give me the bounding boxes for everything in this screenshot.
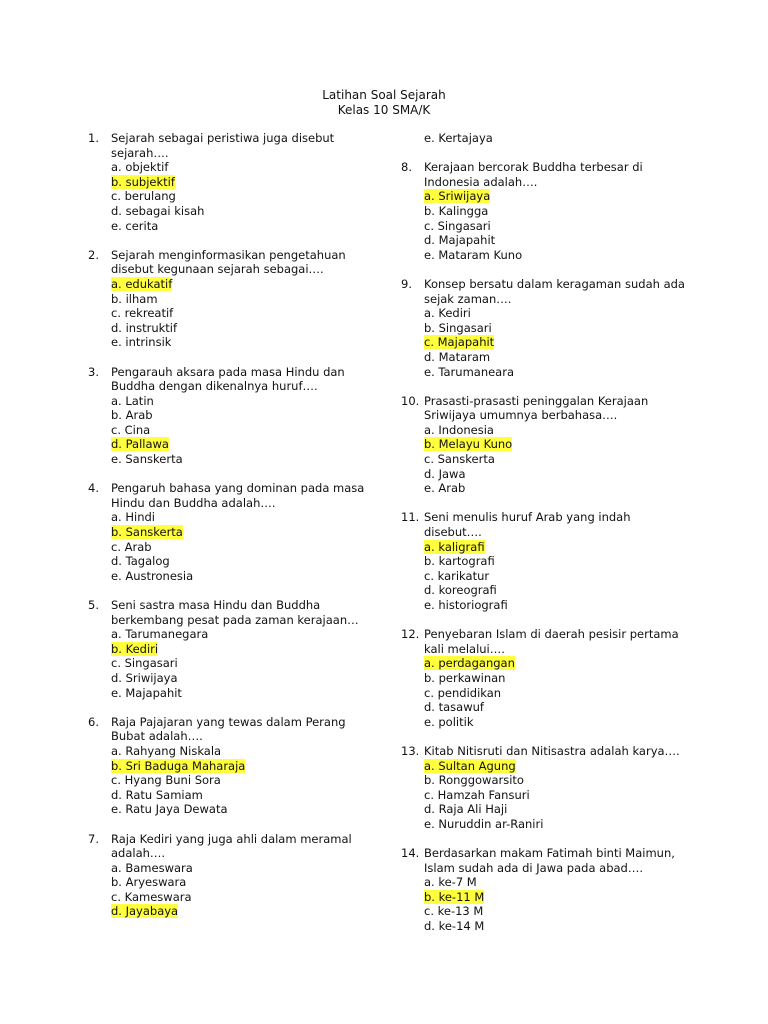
option <box>111 394 388 409</box>
highlighted-answer: b. Sanskerta <box>111 525 183 540</box>
highlighted-answer: b. Sri Baduga Maharaja <box>111 758 246 773</box>
answer-option <box>424 759 701 774</box>
question-number: 7. <box>88 831 99 846</box>
option-text: e. Tarumaneara <box>424 364 515 379</box>
question-item <box>401 627 701 729</box>
option <box>111 744 388 759</box>
option-text: d. ke-14 M <box>424 919 485 934</box>
question-text: Prasasti-prasasti peninggalan Kerajaan <box>424 393 649 408</box>
option-text: c. Singasari <box>424 218 491 233</box>
option <box>424 700 701 715</box>
option-text: a. Kediri <box>424 306 471 321</box>
question-number: 12. <box>401 627 420 642</box>
question-item <box>401 160 701 262</box>
question-number: 10. <box>401 393 420 408</box>
question-item <box>401 277 701 379</box>
question-text: adalah…. <box>111 846 166 861</box>
option <box>424 875 701 890</box>
question-text: Kerajaan bercorak Buddha terbesar di <box>424 160 643 175</box>
option <box>424 788 701 803</box>
option <box>111 423 388 438</box>
question-item <box>88 832 388 920</box>
option-text: e. Ratu Jaya Dewata <box>111 802 228 817</box>
question-item <box>401 846 701 934</box>
question-item <box>88 481 388 583</box>
option <box>111 554 388 569</box>
option-text: c. rekreatif <box>111 306 174 321</box>
question-text: Raja Pajajaran yang tewas dalam Perang <box>111 714 346 729</box>
question-text: Sejarah sebagai peristiwa juga disebut <box>111 131 335 145</box>
option-text: d. Sriwijaya <box>111 670 178 685</box>
option-text: b. Aryeswara <box>111 875 187 890</box>
answer-option <box>111 759 388 774</box>
option <box>424 233 701 248</box>
option <box>424 467 701 482</box>
highlighted-answer: d. Jayabaya <box>111 904 179 919</box>
answer-option <box>111 642 388 657</box>
option <box>111 452 388 467</box>
question-number: 5. <box>88 598 99 612</box>
option <box>424 802 701 817</box>
option-text: e. Mataram Kuno <box>424 247 523 262</box>
option-text: d. tasawuf <box>424 700 484 715</box>
option-text: c. Cina <box>111 422 151 437</box>
option-text: a. Indonesia <box>424 422 494 437</box>
option <box>424 817 701 832</box>
question-text: Sriwijaya umumnya berbahasa…. <box>424 408 618 423</box>
option-text: e. historiografi <box>424 598 508 612</box>
option <box>111 890 388 905</box>
option-text: d. koreografi <box>424 583 497 598</box>
question-item <box>401 510 701 612</box>
answer-option <box>424 890 701 905</box>
option <box>424 671 701 686</box>
option-text: d. Jawa <box>424 466 466 481</box>
option-text: e. intrinsik <box>111 335 172 350</box>
option <box>424 686 701 701</box>
option <box>111 802 388 817</box>
question-item <box>88 131 388 233</box>
option <box>424 554 701 569</box>
option-text: d. Majapahit <box>424 233 496 248</box>
question-text: Bubat adalah…. <box>111 729 203 744</box>
question-text: Pengaruh bahasa yang dominan pada masa <box>111 481 365 496</box>
question-text: sejarah…. <box>111 145 169 160</box>
option <box>424 598 701 613</box>
option-text: a. objektif <box>111 160 169 175</box>
option-text: c. berulang <box>111 189 176 204</box>
highlighted-answer: a. edukatif <box>111 276 173 291</box>
option <box>111 160 388 175</box>
answer-option <box>424 437 701 452</box>
question-number: 8. <box>401 160 412 175</box>
question-text: Berdasarkan makam Fatimah binti Maimun, <box>424 846 675 861</box>
highlighted-answer: a. Sriwijaya <box>424 189 491 204</box>
answer-option <box>111 175 388 190</box>
option <box>424 219 701 234</box>
question-text: Hindu dan Buddha adalah…. <box>111 495 276 510</box>
option <box>111 875 388 890</box>
answer-option <box>111 277 388 292</box>
question-item <box>401 394 701 496</box>
answer-option <box>111 525 388 540</box>
question-item <box>88 598 388 700</box>
option-text: e. Majapahit <box>111 685 182 700</box>
option-text: e. Sanskerta <box>111 452 183 467</box>
question-number: 9. <box>401 276 412 291</box>
question-number: 11. <box>401 510 420 525</box>
answer-option <box>424 189 701 204</box>
option <box>424 321 701 336</box>
right-column <box>401 131 701 948</box>
option <box>111 569 388 584</box>
option <box>424 919 701 934</box>
question-number: 13. <box>401 743 420 758</box>
option <box>424 715 701 730</box>
option-text: c. karikatur <box>424 568 490 583</box>
option <box>424 204 701 219</box>
option-text: e. Nuruddin ar-Raniri <box>424 816 544 831</box>
option-text: b. Arab <box>111 408 153 423</box>
answer-option <box>111 904 388 919</box>
option-text: d. instruktif <box>111 320 178 335</box>
option <box>424 365 701 380</box>
question-text: Seni menulis huruf Arab yang indah <box>424 510 631 525</box>
option-text: e. Arab <box>424 481 466 496</box>
option <box>111 204 388 219</box>
option <box>424 904 701 919</box>
question-text: Seni sastra masa Hindu dan Buddha <box>111 598 321 612</box>
answer-option <box>424 540 701 555</box>
option-text: c. Sanskerta <box>424 452 495 467</box>
question-text: Indonesia adalah…. <box>424 174 538 189</box>
option-text: c. Arab <box>111 539 152 554</box>
option <box>111 292 388 307</box>
highlighted-answer: d. Pallawa <box>111 437 169 452</box>
question-text: Konsep bersatu dalam keragaman sudah ada <box>424 276 685 291</box>
option-text: a. Tarumanegara <box>111 627 209 642</box>
option <box>424 248 701 263</box>
question-text: Pengarauh aksara pada masa Hindu dan <box>111 364 345 379</box>
question-text: Raja Kediri yang juga ahli dalam meramal <box>111 831 352 846</box>
carryover-option <box>401 131 701 146</box>
option-text: d. Tagalog <box>111 554 170 569</box>
option <box>111 627 388 642</box>
option <box>111 686 388 701</box>
option-text: a. Latin <box>111 393 154 408</box>
option <box>111 788 388 803</box>
option-text: c. ke-13 M <box>424 904 484 919</box>
answer-option <box>424 656 701 671</box>
option-text: b. kartografi <box>424 554 495 569</box>
question-text: Islam sudah ada di Jawa pada abad…. <box>424 860 643 875</box>
option <box>111 861 388 876</box>
page-subtitle: Kelas 10 SMA/K <box>337 103 431 117</box>
option <box>424 350 701 365</box>
highlighted-answer: b. Melayu Kuno <box>424 437 513 452</box>
option <box>111 306 388 321</box>
option-text: a. Bameswara <box>111 860 193 875</box>
highlighted-answer: b. subjektif <box>111 174 175 189</box>
question-text: Penyebaran Islam di daerah pesisir pertama <box>424 627 679 642</box>
question-text: Buddha dengan dikenalnya huruf…. <box>111 379 318 394</box>
option-text: d. Raja Ali Haji <box>424 802 508 817</box>
option <box>424 773 701 788</box>
option <box>424 452 701 467</box>
option-text: b. Kalingga <box>424 203 489 218</box>
option <box>111 510 388 525</box>
question-text: berkembang pesat pada zaman kerajaan… <box>111 612 359 627</box>
question-number: 14. <box>401 846 420 861</box>
option-text: c. Singasari <box>111 656 178 671</box>
option-text: e. politik <box>424 714 474 729</box>
option <box>111 408 388 423</box>
option <box>111 671 388 686</box>
question-item <box>88 365 388 467</box>
question-number: 1. <box>88 131 99 145</box>
option-text: b. Ronggowarsito <box>424 773 524 788</box>
option-text: c. Kameswara <box>111 889 192 904</box>
question-text: disebut…. <box>424 525 482 540</box>
option-text: b. Singasari <box>424 320 492 335</box>
option: e. Kertajaya <box>424 131 493 145</box>
highlighted-answer: b. ke-11 M <box>424 889 485 904</box>
page-title: Latihan Soal Sejarah <box>322 88 446 102</box>
option-text: c. Hyang Buni Sora <box>111 773 221 788</box>
option <box>111 321 388 336</box>
option <box>111 773 388 788</box>
question-text: sejak zaman…. <box>424 291 512 306</box>
question-text: disebut kegunaan sejarah sebagai…. <box>111 262 324 277</box>
option-text: a. ke-7 M <box>424 875 477 890</box>
highlighted-answer: a. perdagangan <box>424 656 515 671</box>
highlighted-answer: a. kaligrafi <box>424 539 485 554</box>
question-number: 4. <box>88 481 99 496</box>
question-number: 2. <box>88 247 99 262</box>
option-text: c. pendidikan <box>424 685 502 700</box>
question-item <box>88 248 388 350</box>
option <box>424 569 701 584</box>
option <box>111 189 388 204</box>
highlighted-answer: b. Kediri <box>111 641 159 656</box>
option <box>424 306 701 321</box>
option-text: a. Rahyang Niskala <box>111 743 222 758</box>
option <box>424 481 701 496</box>
option-text: e. cerita <box>111 218 159 233</box>
option <box>111 540 388 555</box>
option <box>424 423 701 438</box>
question-text: Kitab Nitisruti dan Nitisastra adalah karya…. <box>424 743 680 758</box>
option-text: d. Mataram <box>424 349 491 364</box>
option-text: b. perkawinan <box>424 670 506 685</box>
left-column <box>88 131 388 934</box>
highlighted-answer: c. Majapahit <box>424 335 495 350</box>
question-item <box>401 744 701 832</box>
question-item <box>88 715 388 817</box>
option <box>424 583 701 598</box>
option <box>111 219 388 234</box>
option-text: d. Ratu Samiam <box>111 787 203 802</box>
question-number: 3. <box>88 364 99 379</box>
option <box>111 656 388 671</box>
answer-option <box>424 335 701 350</box>
option <box>111 335 388 350</box>
option-text: b. ilham <box>111 291 158 306</box>
question-text: Sejarah menginformasikan pengetahuan <box>111 247 346 262</box>
option-text: e. Austronesia <box>111 568 194 583</box>
highlighted-answer: a. Sultan Agung <box>424 758 516 773</box>
answer-option <box>111 437 388 452</box>
option-text: a. Hindi <box>111 510 155 525</box>
question-text: kali melalui…. <box>424 641 505 656</box>
question-number: 6. <box>88 714 99 729</box>
option-text: c. Hamzah Fansuri <box>424 787 530 802</box>
option-text: d. sebagai kisah <box>111 203 205 218</box>
